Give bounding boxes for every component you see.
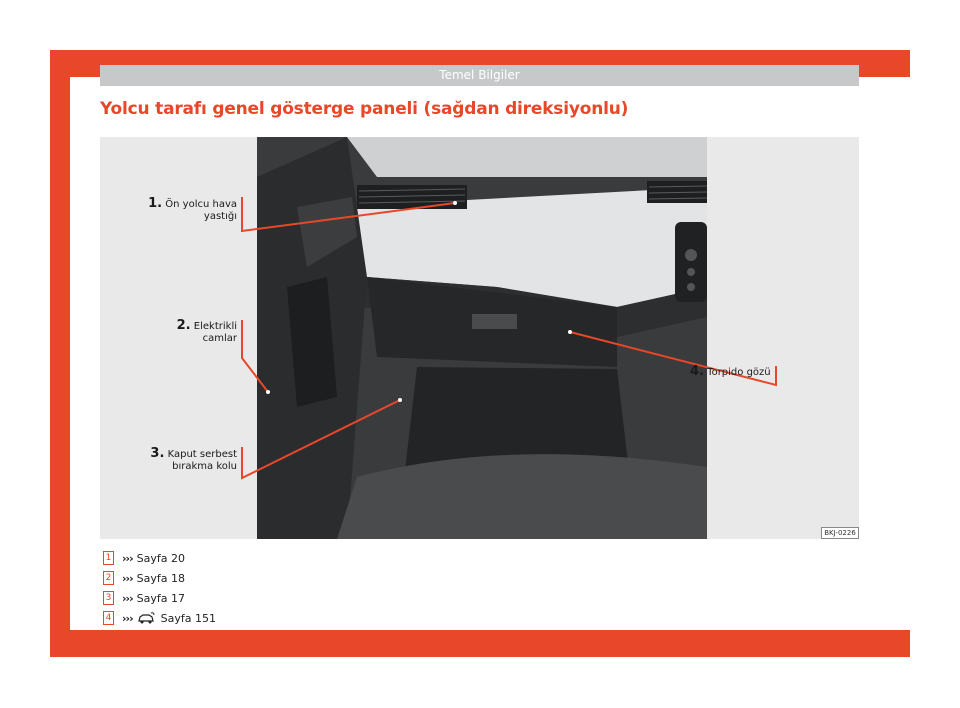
callout-glovebox [690,366,800,379]
figure-code: BKJ-0226 [821,527,859,539]
reference-link[interactable]: Sayfa 17 [136,591,185,605]
page-number: 12 [72,615,84,624]
callout-label-line1: Torpido gözü [707,367,771,378]
callout-number: 4. [690,364,704,379]
callout-label-line1: Kaput serbest [167,449,237,460]
cross-reference-arrows: ››› [122,551,133,565]
callout-label-line2: bırakma kolu [172,461,237,472]
callout-number: 2. [176,318,191,333]
reference-item [100,548,216,568]
reference-item [100,568,216,588]
cross-reference-arrows: ››› [122,591,133,605]
reference-number: 2 [103,571,114,585]
cross-reference-arrows: ››› [122,571,133,585]
callout-label-line1: Elektrikli [193,321,237,332]
callout-passenger-airbag [107,198,237,223]
reference-number: 1 [103,551,114,565]
callout-label-line2: yastığı [203,211,237,222]
section-header: Temel Bilgiler [100,65,859,86]
callout-label-line1: Ön yolcu hava [165,199,237,210]
reference-link[interactable]: Sayfa 18 [136,571,185,585]
callout-label-line2: camlar [202,333,237,344]
environment-car-icon [137,612,155,624]
callout-power-windows [107,320,237,345]
callout-number: 1. [148,196,163,211]
cross-reference-arrows: ››› [122,611,133,625]
callout-bonnet-release [107,448,237,473]
reference-list [100,548,216,628]
reference-number: 3 [103,591,114,605]
reference-link[interactable]: Sayfa 20 [136,551,185,565]
callout-number: 3. [150,446,165,461]
reference-link[interactable]: Sayfa 151 [160,611,216,625]
page-title: Yolcu tarafı genel gösterge paneli (sağdan direksiyonlu) [100,99,629,119]
reference-item [100,608,216,628]
reference-number: 4 [103,611,114,625]
reference-item [100,588,216,608]
